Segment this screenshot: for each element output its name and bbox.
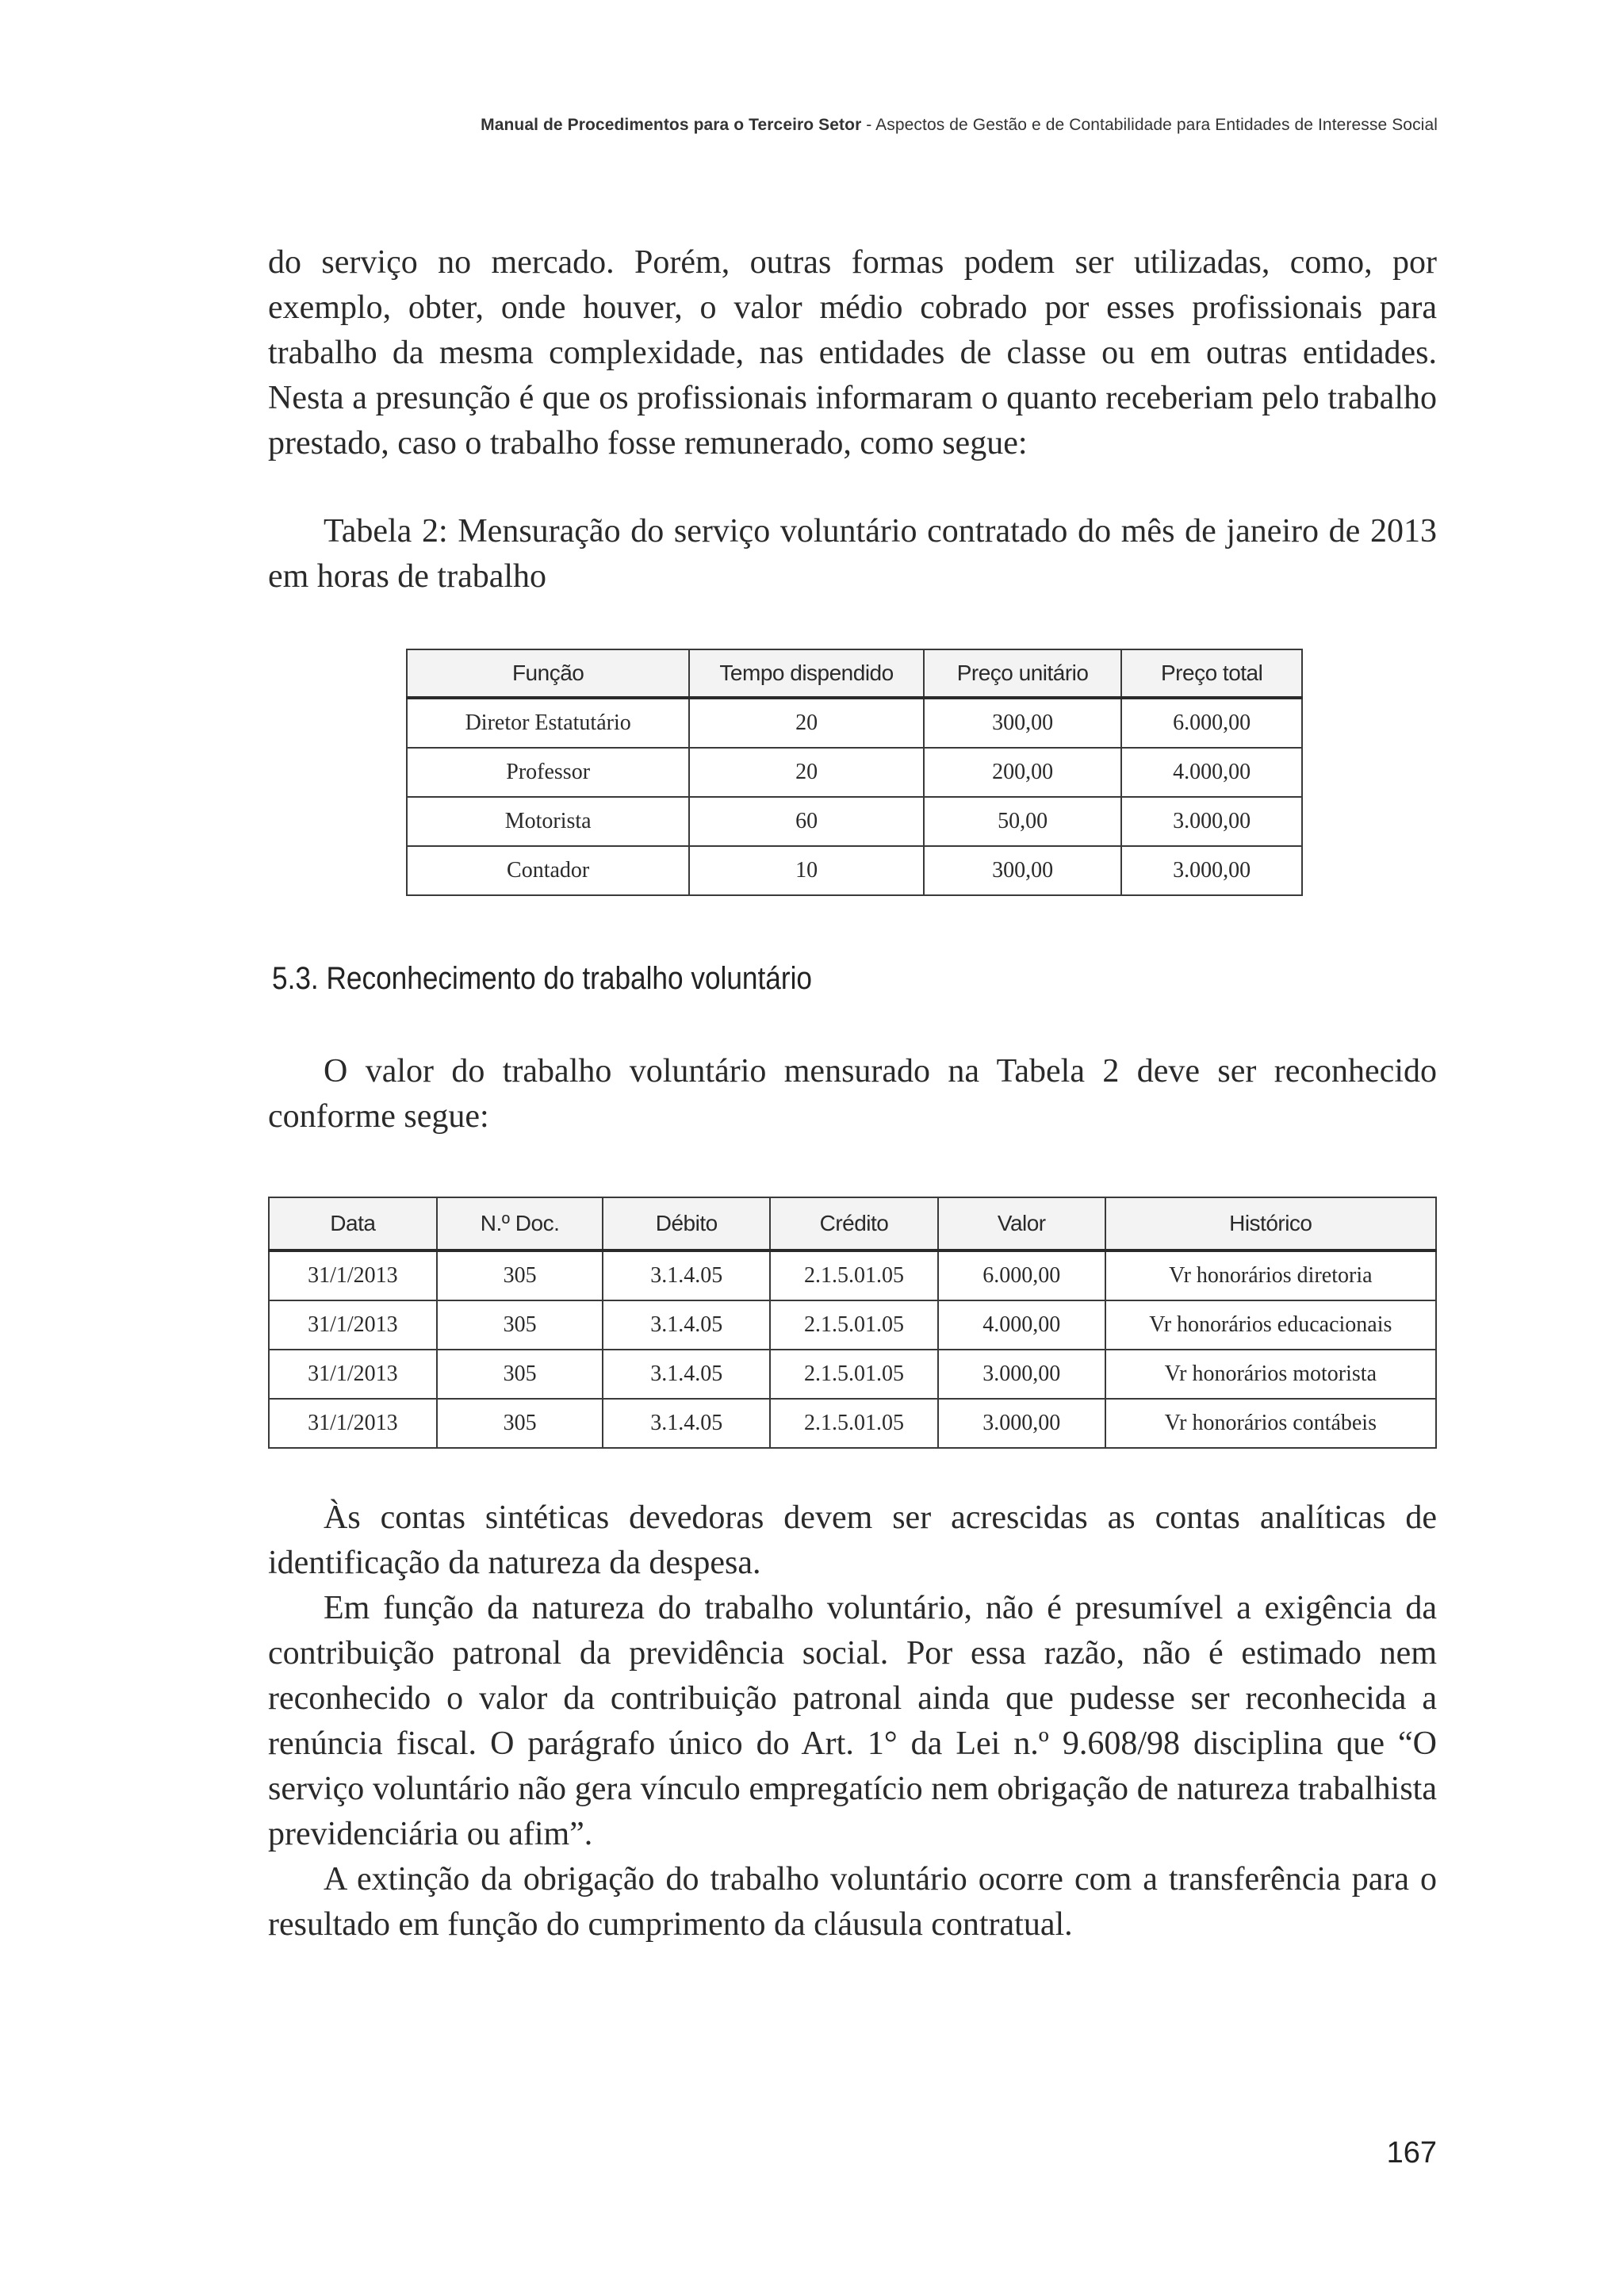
table-cell: Professor	[407, 748, 689, 797]
table-cell: Vr honorários contábeis	[1105, 1399, 1436, 1448]
table-cell: 305	[437, 1250, 603, 1300]
table-cell: 2.1.5.01.05	[770, 1300, 938, 1350]
table-cell: 31/1/2013	[269, 1399, 437, 1448]
table-cell: 200,00	[924, 748, 1122, 797]
table-row	[407, 797, 1302, 846]
table-row	[269, 1300, 1436, 1350]
table-cell: Diretor Estatutário	[407, 698, 689, 748]
table-cell: 300,00	[924, 846, 1122, 895]
table-cell: Motorista	[407, 797, 689, 846]
paragraph-intro	[268, 240, 1437, 466]
column-header: Preço total	[1121, 649, 1302, 698]
table-cell: 3.1.4.05	[603, 1350, 770, 1399]
column-header: Preço unitário	[924, 649, 1122, 698]
column-header: Crédito	[770, 1197, 938, 1250]
table-header-row	[407, 649, 1302, 698]
table-cell: Vr honorários educacionais	[1105, 1300, 1436, 1350]
table-cell: 3.000,00	[938, 1399, 1105, 1448]
table-cell: 4.000,00	[938, 1300, 1105, 1350]
table-cell: 60	[689, 797, 924, 846]
paragraph-contribution: Em função da natureza do trabalho voluntário, não é presumível a exigência da contribuição patronal da previdência social. Por essa razão, não é estimado nem reconhecido o valor da contribuição patronal ainda que pudesse ser reconhecida a renúncia fiscal. O parágrafo único do Art. 1° da Lei n.º 9.608/98 disciplina que “O serviço voluntário não gera vínculo empregatício nem obrigação de natureza trabalhista previdenciária ou afim”.	[268, 1590, 1437, 1852]
table-cell: Vr honorários motorista	[1105, 1350, 1436, 1399]
table-cell: 3.000,00	[1121, 846, 1302, 895]
table-cell: 2.1.5.01.05	[770, 1250, 938, 1300]
table-cell: 305	[437, 1350, 603, 1399]
table-cell: 31/1/2013	[269, 1350, 437, 1399]
column-header: N.º Doc.	[437, 1197, 603, 1250]
table-cell: 6.000,00	[938, 1250, 1105, 1300]
table-cell: 50,00	[924, 797, 1122, 846]
table-cell: 20	[689, 698, 924, 748]
table-cell: 2.1.5.01.05	[770, 1350, 938, 1399]
table-row	[407, 846, 1302, 895]
table-row	[269, 1250, 1436, 1300]
table-cell: 3.000,00	[1121, 797, 1302, 846]
header-title: Manual de Procedimentos para o Terceiro Setor	[481, 116, 862, 134]
table-cell: Vr honorários diretoria	[1105, 1250, 1436, 1300]
paragraph-accounts: Às contas sintéticas devedoras devem ser acrescidas as contas analíticas de identificação da natureza da despesa.	[268, 1499, 1437, 1581]
column-header: Débito	[603, 1197, 770, 1250]
table-cell: 31/1/2013	[269, 1250, 437, 1300]
column-header: Tempo dispendido	[689, 649, 924, 698]
table-cell: 3.000,00	[938, 1350, 1105, 1399]
table-cell: 2.1.5.01.05	[770, 1399, 938, 1448]
table-cell: 31/1/2013	[269, 1300, 437, 1350]
table-row	[269, 1350, 1436, 1399]
table-cell: Contador	[407, 846, 689, 895]
body-text-block	[268, 1495, 1437, 1947]
table-2-caption-text: Tabela 2: Mensuração do serviço voluntário contratado do mês de janeiro de 2013 em horas de trabalho	[268, 513, 1437, 595]
column-header: Função	[407, 649, 689, 698]
table-cell: 20	[689, 748, 924, 797]
table-cell: 6.000,00	[1121, 698, 1302, 748]
table-row	[269, 1399, 1436, 1448]
paragraph-recognition	[268, 1049, 1437, 1139]
section-heading: 5.3. Reconhecimento do trabalho voluntário	[272, 961, 812, 996]
table-cell: 4.000,00	[1121, 748, 1302, 797]
paragraph-recognition-text: O valor do trabalho voluntário mensurado na Tabela 2 deve ser reconhecido conforme segue:	[268, 1053, 1437, 1135]
table-cell: 3.1.4.05	[603, 1399, 770, 1448]
table-cell: 305	[437, 1300, 603, 1350]
paragraph-extinction: A extinção da obrigação do trabalho voluntário ocorre com a transferência para o resultado em função do cumprimento da cláusula contratual.	[268, 1861, 1437, 1943]
column-header: Data	[269, 1197, 437, 1250]
column-header: Valor	[938, 1197, 1105, 1250]
running-header	[481, 116, 1438, 135]
table-row	[407, 748, 1302, 797]
journal-entries-table	[268, 1197, 1437, 1449]
table-cell: 3.1.4.05	[603, 1300, 770, 1350]
table-cell: 10	[689, 846, 924, 895]
measurement-table	[406, 649, 1303, 896]
table-cell: 3.1.4.05	[603, 1250, 770, 1300]
paragraph-intro-text: do serviço no mercado. Porém, outras formas podem ser utilizadas, como, por exemplo, obter, onde houver, o valor médio cobrado por esses profissionais para trabalho da mesma complexidade, nas entidades de classe ou em outras entidades. Nesta a presunção é que os profissionais informaram o quanto receberiam pelo trabalho prestado, caso o trabalho fosse remunerado, como segue:	[268, 244, 1437, 461]
table-2-caption	[268, 509, 1437, 599]
table-row	[407, 698, 1302, 748]
table-cell: 300,00	[924, 698, 1122, 748]
table-cell: 305	[437, 1399, 603, 1448]
table-header-row	[269, 1197, 1436, 1250]
header-subtitle: - Aspectos de Gestão e de Contabilidade para Entidades de Interesse Social	[861, 116, 1438, 134]
column-header: Histórico	[1105, 1197, 1436, 1250]
page-number: 167	[1386, 2136, 1437, 2170]
